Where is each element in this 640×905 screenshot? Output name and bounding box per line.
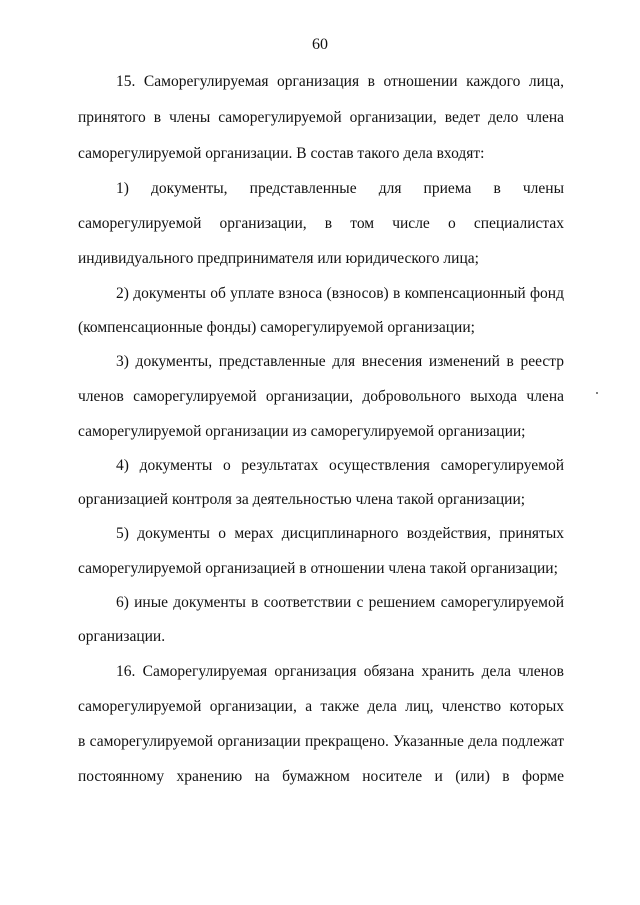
text-line: 5) документы о мерах дисциплинарного воздействия, принятых <box>116 525 564 542</box>
text-line: индивидуального предпринимателя или юридического лица; <box>78 250 479 267</box>
text-line: саморегулируемой организации. В состав такого дела входят: <box>78 145 485 162</box>
text-line: 16. Саморегулируемая организация обязана хранить дела членов <box>116 663 564 680</box>
text-line: в саморегулируемой организации прекращено. Указанные дела подлежат <box>78 733 564 750</box>
text-line: 2) документы об уплате взноса (взносов) в компенсационный фонд <box>116 285 564 302</box>
text-line: 15. Саморегулируемая организация в отношении каждого лица, <box>116 73 564 90</box>
text-line: принятого в члены саморегулируемой организации, ведет дело члена <box>78 109 564 126</box>
text-line: организации. <box>78 628 166 645</box>
text-line: 1) документы, представленные для приема в члены <box>116 180 564 197</box>
text-line: 6) иные документы в соответствии с решением саморегулируемой <box>116 594 564 611</box>
text-line: организацией контроля за деятельностью члена такой организации; <box>78 491 526 508</box>
text-line: саморегулируемой организации, а также дела лиц, членство которых <box>78 698 564 715</box>
page-number: 60 <box>312 36 328 53</box>
scan-speck <box>596 392 598 394</box>
text-line: саморегулируемой организации, в том числе о специалистах <box>78 215 564 232</box>
text-line: (компенсационные фонды) саморегулируемой организации; <box>78 319 475 336</box>
text-line: саморегулируемой организации из саморегулируемой организации; <box>78 423 526 440</box>
text-line: постоянному хранению на бумажном носителе и (или) в форме <box>78 768 564 785</box>
text-line: членов саморегулируемой организации, добровольного выхода члена <box>78 388 564 405</box>
text-line: 4) документы о результатах осуществления саморегулируемой <box>116 457 564 474</box>
text-line: 3) документы, представленные для внесения изменений в реестр <box>116 353 564 370</box>
text-line: саморегулируемой организацией в отношении члена такой организации; <box>78 560 558 577</box>
